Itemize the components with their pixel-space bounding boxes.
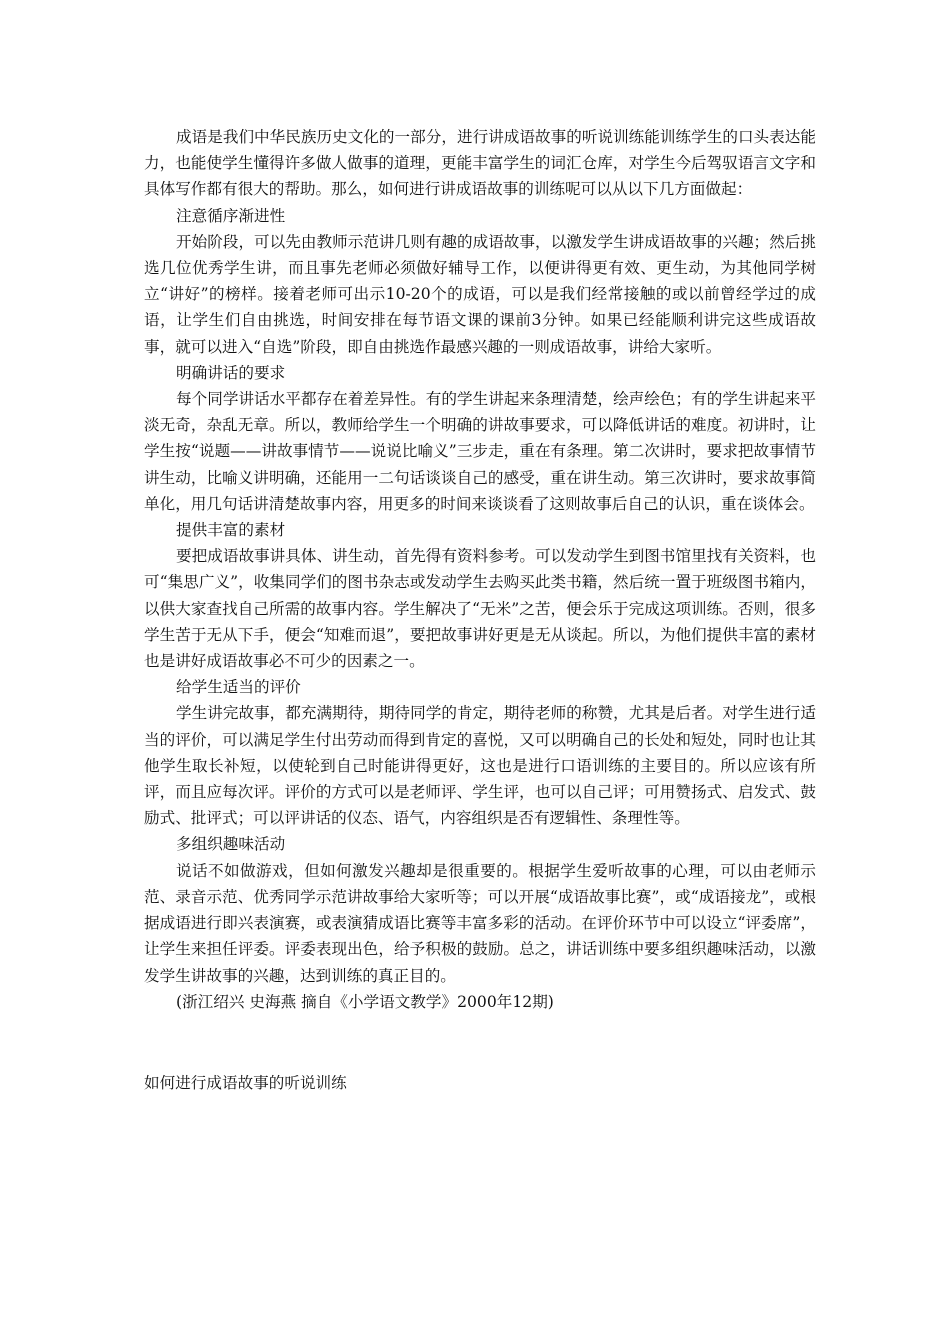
section-heading-gradual: 注意循序渐进性 [176, 206, 286, 225]
section-body-evaluation: 学生讲完故事，都充满期待，期待同学的肯定，期待老师的称赞，尤其是后者。对学生进行适当的评价，可以满足学生付出劳动而得到肯定的喜悦，又可以明确自己的长处和短处，同时也让其他学生取长补短，以使轮到自己时能讲得更好，这也是进行口语训练的主要目的。所以应该有所评，而且应每次评。评价的方式可以是老师评、学生评，也可以自己评；可用赞扬式、启发式、鼓励式、批评式；可以评讲话的仪态、语气，内容组织是否有逻辑性、条理性等。 [144, 704, 816, 828]
section-heading-evaluation: 给学生适当的评价 [176, 678, 301, 697]
intro-paragraph: 成语是我们中华民族历史文化的一部分，进行讲成语故事的听说训练能训练学生的口头表达能力，也能使学生懂得许多做人做事的道理，更能丰富学生的词汇仓库，对学生今后驾驭语言文字和具体写作都有很大的帮助。那么，如何进行讲成语故事的训练呢可以从以下几方面做起： [144, 128, 816, 199]
section-heading-materials: 提供丰富的素材 [176, 521, 286, 540]
section-heading-activities: 多组织趣味活动 [176, 835, 286, 854]
section-body-requirements: 每个同学讲话水平都存在着差异性。有的学生讲起来条理清楚，绘声绘色；有的学生讲起来平淡无奇，杂乱无章。所以，教师给学生一个明确的讲故事要求，可以降低讲话的难度。初讲时，让学生按“说题——讲故事情节——说说比喻义”三步走，重在有条理。第二次讲时，要求把故事情节讲生动，比喻义讲明确，还能用一二句话谈谈自己的感受，重在讲生动。第三次讲时，要求故事简单化，用几句话讲清楚故事内容，用更多的时间来谈谈看了这则故事后自己的认识，重在谈体会。 [144, 390, 816, 513]
article-body [144, 124, 816, 1015]
section-body-materials: 要把成语故事讲具体、讲生动，首先得有资料参考。可以发动学生到图书馆里找有关资料，也可“集思广义”，收集同学们的图书杂志或发动学生去购买此类书籍，然后统一置于班级图书箱内，以供大家查找自己所需的故事内容。学生解决了“无米”之苦，便会乐于完成这项训练。否则，很多学生苦于无从下手，便会“知难而退”，要把故事讲好更是无从谈起。所以，为他们提供丰富的素材也是讲好成语故事必不可少的因素之一。 [144, 547, 816, 671]
section-body-activities: 说话不如做游戏，但如何激发兴趣却是很重要的。根据学生爱听故事的心理，可以由老师示范、录音示范、优秀同学示范讲故事给大家听等；可以开展“成语故事比赛”，或“成语接龙”，或根据成语进行即兴表演赛，或表演猜成语比赛等丰富多彩的活动。在评价环节中可以设立“评委席”，让学生来担任评委。评委表现出色，给予积极的鼓励。总之，讲话训练中要多组织趣味活动，以激发学生讲故事的兴趣，达到训练的真正目的。 [144, 861, 816, 985]
source-citation: (浙江绍兴 史海燕 摘自《小学语文教学》2000年12期) [176, 992, 554, 1011]
closing-title: 如何进行成语故事的听说训练 [144, 1074, 347, 1092]
section-heading-requirements: 明确讲话的要求 [176, 363, 286, 382]
section-body-gradual: 开始阶段，可以先由教师示范讲几则有趣的成语故事，以激发学生讲成语故事的兴趣；然后挑选几位优秀学生讲，而且事先老师必须做好辅导工作，以便讲得更有效、更生动，为其他同学树立“讲好”的榜样。接着老师可出示10-20个的成语，可以是我们经常接触的或以前曾经学过的成语，让学生们自由挑选，时间安排在每节语文课的课前3分钟。如果已经能顺利讲完这些成语故事，就可以进入“自选”阶段，即自由挑选作最感兴趣的一则成语故事，讲给大家听。 [144, 232, 816, 356]
